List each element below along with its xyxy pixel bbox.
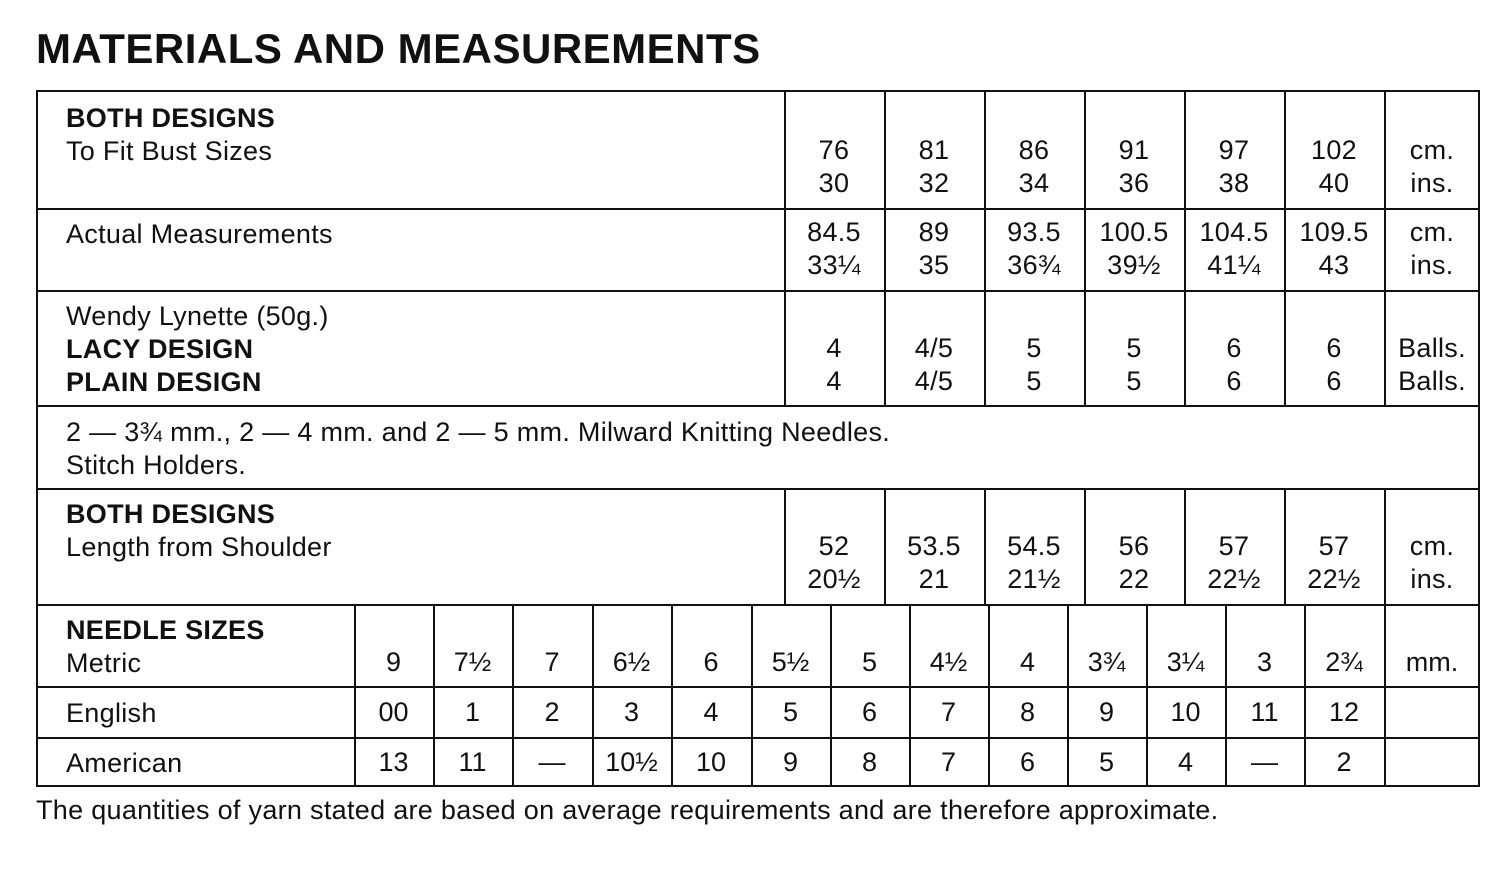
english-size-cell: 5 (782, 697, 799, 727)
length-cell (984, 530, 1084, 596)
lacy-balls: 4/5 (914, 333, 954, 363)
american-size-cell: 4 (1177, 747, 1194, 777)
actual-unit-cell (1384, 216, 1480, 282)
bust-unit-cell (1384, 134, 1480, 200)
bust-cm-value: 102 (1311, 135, 1357, 165)
actual-ins-value: 35 (918, 250, 950, 280)
column-divider (1384, 604, 1386, 787)
english-size-cell: 10 (1170, 697, 1201, 727)
bust-size-cell (1084, 134, 1184, 200)
metric-size-cell: 4 (1019, 647, 1036, 677)
row-divider (38, 290, 1478, 292)
needles-line: 2 — 3¾ mm., 2 — 4 mm. and 2 — 5 mm. Milward Knitting Needles. (66, 417, 891, 447)
metric-size-cell: 3 (1256, 647, 1273, 677)
plain-balls: 4 (826, 366, 842, 396)
length-cell (1184, 530, 1284, 596)
english-size-cell: 1 (464, 697, 481, 727)
bust-heading: BOTH DESIGNS (66, 103, 276, 133)
metric-size-cell: 6 (703, 647, 719, 677)
row-divider (38, 604, 1478, 606)
actual-ins-value: 43 (1318, 250, 1350, 280)
english-size-cell: 8 (1019, 697, 1036, 727)
length-row-label (66, 498, 332, 564)
unit-balls: Balls. (1398, 366, 1466, 396)
actual-ins-value: 36¾ (1007, 250, 1061, 280)
yarn-row-label (66, 300, 329, 399)
yarn-label: Wendy Lynette (50g.) (66, 301, 329, 331)
metric-size-cell: 6½ (612, 647, 651, 677)
bust-size-cell (1284, 134, 1384, 200)
american-size-cell: 10 (695, 747, 727, 777)
american-size-cell: 13 (378, 747, 409, 777)
metric-size-cell: 4½ (929, 647, 968, 677)
bust-cm-value: 86 (1018, 135, 1050, 165)
stitch-holders-line: Stitch Holders. (66, 450, 247, 480)
english-size-cell: 2 (544, 697, 560, 727)
bust-ins-value: 32 (918, 168, 950, 198)
yarn-balls-cell (1184, 332, 1284, 398)
actual-cm-value: 100.5 (1099, 217, 1169, 247)
plain-balls: 4/5 (914, 366, 954, 396)
actual-cm-value: 104.5 (1199, 217, 1269, 247)
yarn-balls-cell (784, 332, 884, 398)
metric-size-cell: 5½ (771, 647, 810, 677)
metric-size-cell: 7½ (453, 647, 492, 677)
lacy-balls: 5 (1126, 333, 1142, 363)
bust-ins-value: 34 (1018, 168, 1050, 198)
american-size-cell: 10½ (605, 747, 658, 777)
metric-label: Metric (66, 648, 142, 678)
actual-ins-value: 33¼ (807, 250, 861, 280)
american-size-cell: 5 (1098, 747, 1115, 777)
english-size-cell: 3 (623, 697, 640, 727)
bust-size-cell (1184, 134, 1284, 200)
unit-cm: cm. (1409, 531, 1455, 561)
actual-label: Actual Measurements (66, 219, 333, 249)
bust-cm-value: 97 (1218, 135, 1250, 165)
row-divider (38, 208, 1478, 210)
metric-size-cell: 7 (544, 647, 560, 677)
english-size-cell: 4 (703, 697, 719, 727)
actual-size-cell (784, 216, 884, 282)
lacy-balls: 6 (1326, 333, 1342, 363)
length-cm-value: 54.5 (1007, 531, 1061, 561)
american-size-cell: 9 (782, 747, 799, 777)
metric-size-cell: 3¾ (1087, 647, 1126, 677)
needles-materials-text (66, 416, 890, 482)
bust-size-cell (884, 134, 984, 200)
actual-size-cell (984, 216, 1084, 282)
lacy-balls: 5 (1026, 333, 1042, 363)
unit-ins: ins. (1410, 168, 1454, 198)
unit-ins: ins. (1410, 250, 1454, 280)
length-cell (1084, 530, 1184, 596)
actual-ins-value: 41¼ (1207, 250, 1261, 280)
metric-size-cell: 5 (861, 647, 878, 677)
length-cm-value: 57 (1318, 531, 1350, 561)
footnote: The quantities of yarn stated are based on average requirements and are therefore approximate. (36, 795, 1219, 825)
length-ins-value: 21 (918, 564, 950, 594)
yarn-balls-cell (1284, 332, 1384, 398)
length-unit-cell (1384, 530, 1480, 596)
lacy-design-label: LACY DESIGN (66, 334, 254, 364)
length-ins-value: 22½ (1207, 564, 1261, 594)
plain-balls: 6 (1226, 366, 1242, 396)
plain-balls: 6 (1326, 366, 1342, 396)
length-heading: BOTH DESIGNS (66, 499, 276, 529)
bust-size-cell (784, 134, 884, 200)
english-size-cell: 00 (378, 697, 409, 727)
english-size-cell: 7 (940, 697, 957, 727)
american-size-cell: — (1251, 747, 1278, 777)
length-cm-value: 56 (1118, 531, 1150, 561)
row-divider (38, 488, 1478, 490)
american-size-cell: 6 (1019, 747, 1036, 777)
actual-cm-value: 84.5 (807, 217, 861, 247)
length-ins-value: 22 (1118, 564, 1150, 594)
bust-cm-value: 76 (818, 135, 850, 165)
english-size-cell: 12 (1328, 697, 1360, 727)
yarn-unit-cell (1384, 332, 1480, 398)
unit-cm: cm. (1409, 135, 1455, 165)
length-label: Length from Shoulder (66, 532, 332, 562)
american-size-cell: 7 (940, 747, 957, 777)
length-ins-value: 22½ (1307, 564, 1361, 594)
length-cell (1284, 530, 1384, 596)
measurements-table (36, 90, 1480, 787)
length-ins-value: 21½ (1007, 564, 1061, 594)
yarn-balls-cell (884, 332, 984, 398)
actual-size-cell (884, 216, 984, 282)
row-divider (38, 405, 1478, 407)
bust-label: To Fit Bust Sizes (66, 136, 273, 166)
actual-size-cell (1184, 216, 1284, 282)
english-size-cell: 11 (1250, 697, 1279, 727)
american-label: American (66, 748, 183, 778)
length-ins-value: 20½ (807, 564, 861, 594)
actual-size-cell (1084, 216, 1184, 282)
metric-size-cell: 2¾ (1325, 647, 1363, 677)
unit-ins: ins. (1410, 564, 1454, 594)
english-size-cell: 6 (861, 697, 878, 727)
lacy-balls: 4 (826, 333, 842, 363)
american-size-cell: 2 (1336, 747, 1352, 777)
actual-row-label (66, 218, 333, 251)
actual-cm-value: 109.5 (1299, 217, 1369, 247)
row-divider (38, 737, 1478, 739)
length-cm-value: 53.5 (907, 531, 961, 561)
yarn-balls-cell (1084, 332, 1184, 398)
length-cell (784, 530, 884, 596)
metric-size-cell: 3¼ (1166, 647, 1205, 677)
english-size-cell: 9 (1098, 697, 1115, 727)
unit-balls: Balls. (1398, 333, 1466, 363)
bust-cm-value: 91 (1118, 135, 1150, 165)
bust-size-cell (984, 134, 1084, 200)
row-divider (38, 686, 1478, 688)
actual-cm-value: 89 (918, 217, 950, 247)
metric-size-cell: 9 (385, 647, 402, 677)
english-label: English (66, 698, 157, 728)
bust-cm-value: 81 (918, 135, 950, 165)
plain-design-label: PLAIN DESIGN (66, 367, 262, 397)
bust-ins-value: 40 (1318, 168, 1350, 198)
actual-ins-value: 39½ (1107, 250, 1161, 280)
bust-ins-value: 30 (818, 168, 850, 198)
length-cm-value: 52 (818, 531, 850, 561)
american-size-cell: 8 (861, 747, 878, 777)
plain-balls: 5 (1026, 366, 1042, 396)
actual-size-cell (1284, 216, 1384, 282)
plain-balls: 5 (1126, 366, 1142, 396)
length-cell (884, 530, 984, 596)
bust-ins-value: 38 (1218, 168, 1250, 198)
bust-row-label (66, 102, 275, 168)
actual-cm-value: 93.5 (1007, 217, 1061, 247)
metric-unit: mm. (1405, 647, 1459, 677)
needle-sizes-heading: NEEDLE SIZES (66, 615, 265, 645)
bust-ins-value: 36 (1118, 168, 1150, 198)
needle-sizes-label (66, 614, 265, 680)
length-cm-value: 57 (1218, 531, 1250, 561)
lacy-balls: 6 (1226, 333, 1242, 363)
unit-cm: cm. (1409, 217, 1455, 247)
american-size-cell: — (538, 747, 566, 777)
page-title: MATERIALS AND MEASUREMENTS (36, 25, 761, 72)
yarn-balls-cell (984, 332, 1084, 398)
american-size-cell: 11 (458, 747, 487, 777)
